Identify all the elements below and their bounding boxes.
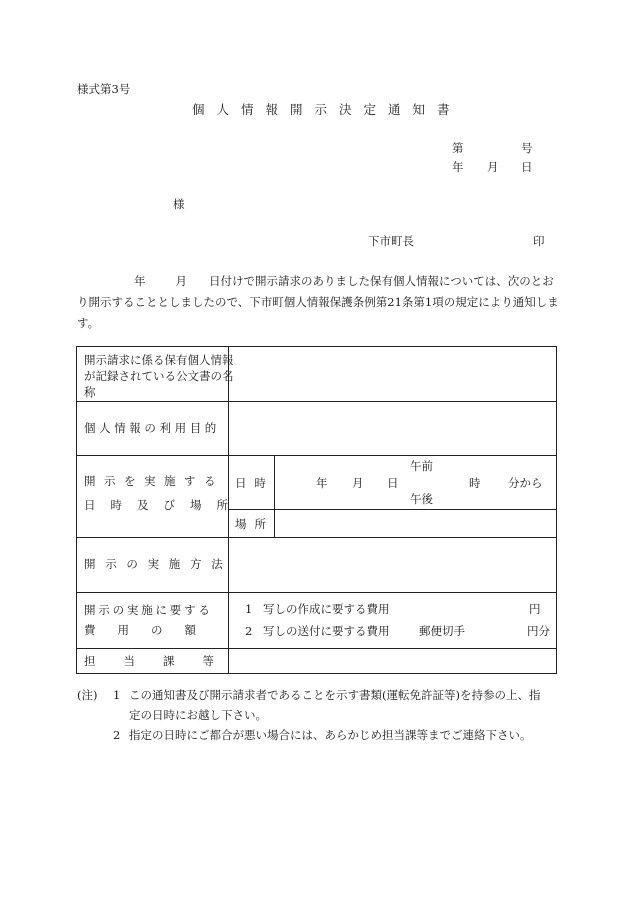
note1-text-cont: 定の日時にお越し下さい。	[129, 708, 267, 722]
fee2-stamp: 郵便切手	[419, 624, 465, 638]
notice-body	[77, 271, 561, 334]
fee1-text: 写しの作成に要する費用	[263, 602, 390, 616]
page-title: 個人情報開示決定通知書	[192, 102, 462, 117]
fee1-number: 1	[245, 602, 253, 616]
row-fee-label-line2: 費用の額	[84, 623, 218, 637]
datetime-minute-from: 分から	[508, 476, 543, 490]
notes-section	[77, 686, 561, 746]
note1-text: この通知書及び開示請求者であることを示す書類(運転免許証等)を持参の上、指	[129, 688, 541, 702]
disclosure-form-table	[76, 346, 557, 674]
datetime-pm: 午後	[410, 492, 433, 506]
issuer-name: 下市町長	[368, 234, 414, 248]
fee1-unit: 円	[529, 602, 541, 616]
date-month: 月	[487, 160, 499, 174]
row-purpose-label: 個人情報の利用目的	[84, 421, 220, 435]
notes-prefix: (注)	[77, 688, 98, 702]
addressee-suffix: 様	[173, 197, 185, 211]
note1-number: 1	[113, 688, 121, 702]
row-datetime-label-line1: 開示を実施する	[84, 474, 224, 488]
row-department-label: 担当課等	[84, 654, 242, 668]
datetime-am: 午前	[410, 459, 433, 473]
datetime-day: 日	[387, 476, 399, 490]
note2-number: 2	[113, 728, 121, 742]
fee2-unit: 円分	[527, 624, 550, 638]
number-prefix: 第	[452, 141, 464, 155]
datetime-sublabel: 日時	[235, 476, 274, 490]
body-month: 月	[175, 274, 187, 288]
form-number: 様式第3号	[77, 82, 131, 96]
row-fee-label-line1: 開示の実施に要する	[84, 603, 213, 617]
note2-text: 指定の日時にご都合が悪い場合には、あらかじめ担当課等までご連絡下さい。	[129, 728, 532, 742]
body-text: 日付けで開示請求のありました保有個人情報については、次のとおり開示することとしましたので、下市町個人情報保護条例第21条第1項の規定により通知します。	[77, 274, 559, 330]
seal-mark: 印	[533, 234, 545, 248]
body-year: 年	[134, 274, 146, 288]
place-sublabel: 場所	[235, 517, 274, 531]
datetime-hour: 時	[469, 476, 481, 490]
row-datetime-label-line2: 日時及び場所	[84, 498, 243, 512]
date-day: 日	[521, 160, 533, 174]
datetime-month: 月	[352, 476, 364, 490]
number-suffix: 号	[521, 141, 533, 155]
fee2-text: 写しの送付に要する費用	[263, 624, 390, 638]
datetime-year: 年	[316, 476, 328, 490]
fee2-number: 2	[245, 624, 253, 638]
row-document-name-label: 開示請求に係る保有個人情報が記録されている公文書の名称	[84, 353, 234, 399]
row-method-label: 開示の実施方法	[84, 557, 233, 571]
date-year: 年	[452, 160, 464, 174]
